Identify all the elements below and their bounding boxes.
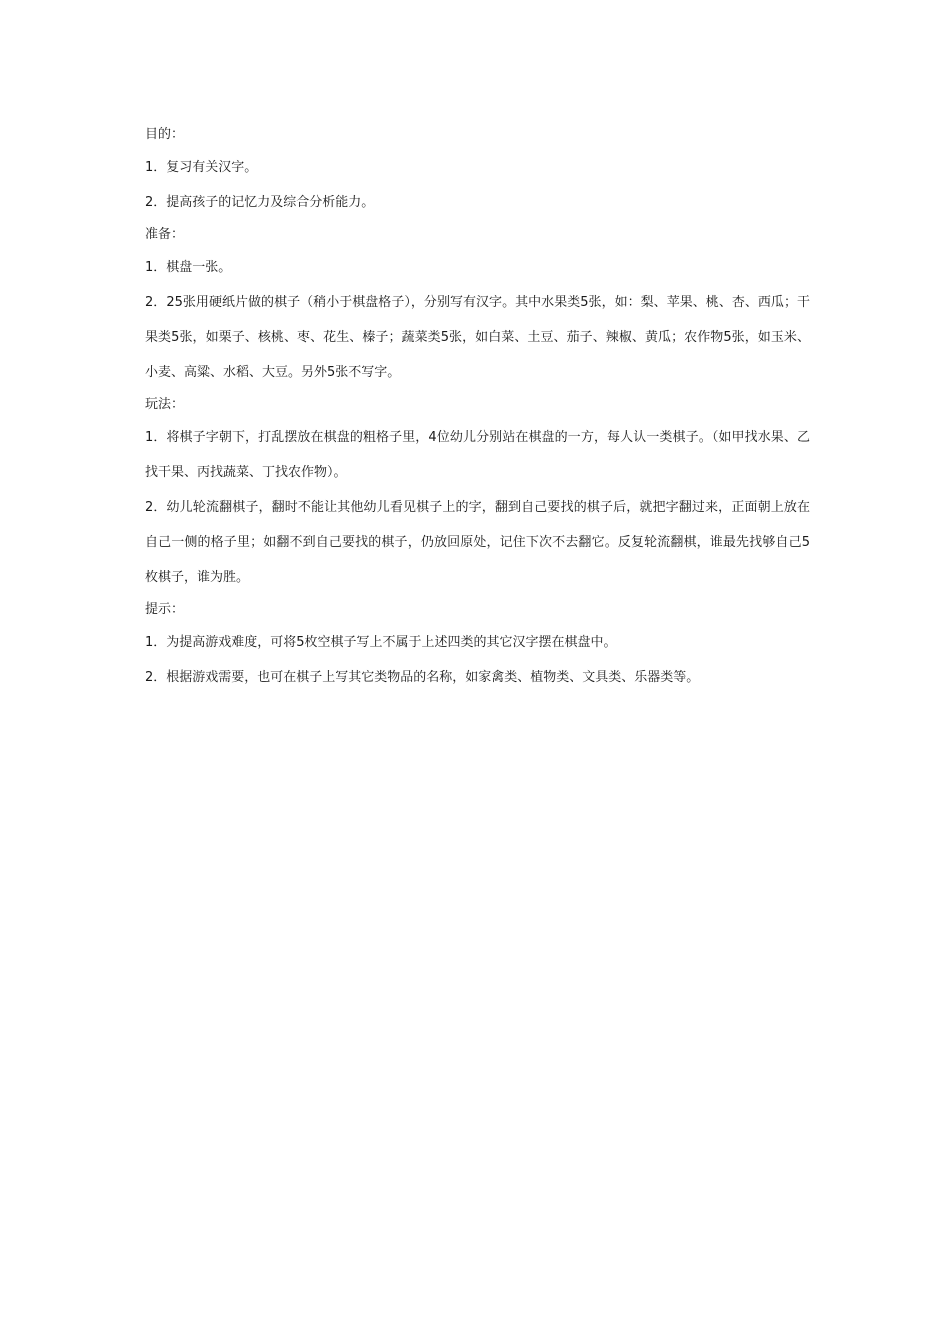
- section-heading: 玩法：: [145, 397, 185, 412]
- list-item: 2．提高孩子的记忆力及综合分析能力。: [145, 195, 375, 210]
- section-tips: [145, 599, 810, 695]
- list-item: 2．25张用硬纸片做的棋子（稍小于棋盘格子），分别写有汉字。其中水果类5张，如：梨、苹果、桃、杏、西瓜；干果类5张，如栗子、核桃、枣、花生、榛子；蔬菜类5张，如白菜、土豆、茄子、辣椒、黄瓜；农作物5张，如玉米、小麦、高粱、水稻、大豆。另外5张不写字。: [145, 295, 810, 380]
- document-body: [145, 124, 810, 699]
- list-item: 2．根据游戏需要，也可在棋子上写其它类物品的名称，如家禽类、植物类、文具类、乐器类等。: [145, 670, 700, 685]
- list-item: 2．幼儿轮流翻棋子，翻时不能让其他幼儿看见棋子上的字，翻到自己要找的棋子后，就把字翻过来，正面朝上放在自己一侧的格子里；如翻不到自己要找的棋子，仍放回原处，记住下次不去翻它。反复轮流翻棋，谁最先找够自己5枚棋子，谁为胜。: [145, 500, 810, 585]
- section-heading: 提示：: [145, 602, 185, 617]
- list-item: 1．将棋子字朝下，打乱摆放在棋盘的粗格子里，4位幼儿分别站在棋盘的一方，每人认一类棋子。（如甲找水果、乙找干果、丙找蔬菜、丁找农作物）。: [145, 430, 810, 480]
- list-item: 1．为提高游戏难度，可将5枚空棋子写上不属于上述四类的其它汉字摆在棋盘中。: [145, 635, 617, 650]
- section-preparation: [145, 224, 810, 390]
- list-item: 1．棋盘一张。: [145, 260, 232, 275]
- section-objectives: [145, 124, 810, 220]
- section-gameplay: [145, 394, 810, 595]
- section-heading: 目的：: [145, 127, 185, 142]
- section-heading: 准备：: [145, 227, 185, 242]
- list-item: 1．复习有关汉字。: [145, 160, 258, 175]
